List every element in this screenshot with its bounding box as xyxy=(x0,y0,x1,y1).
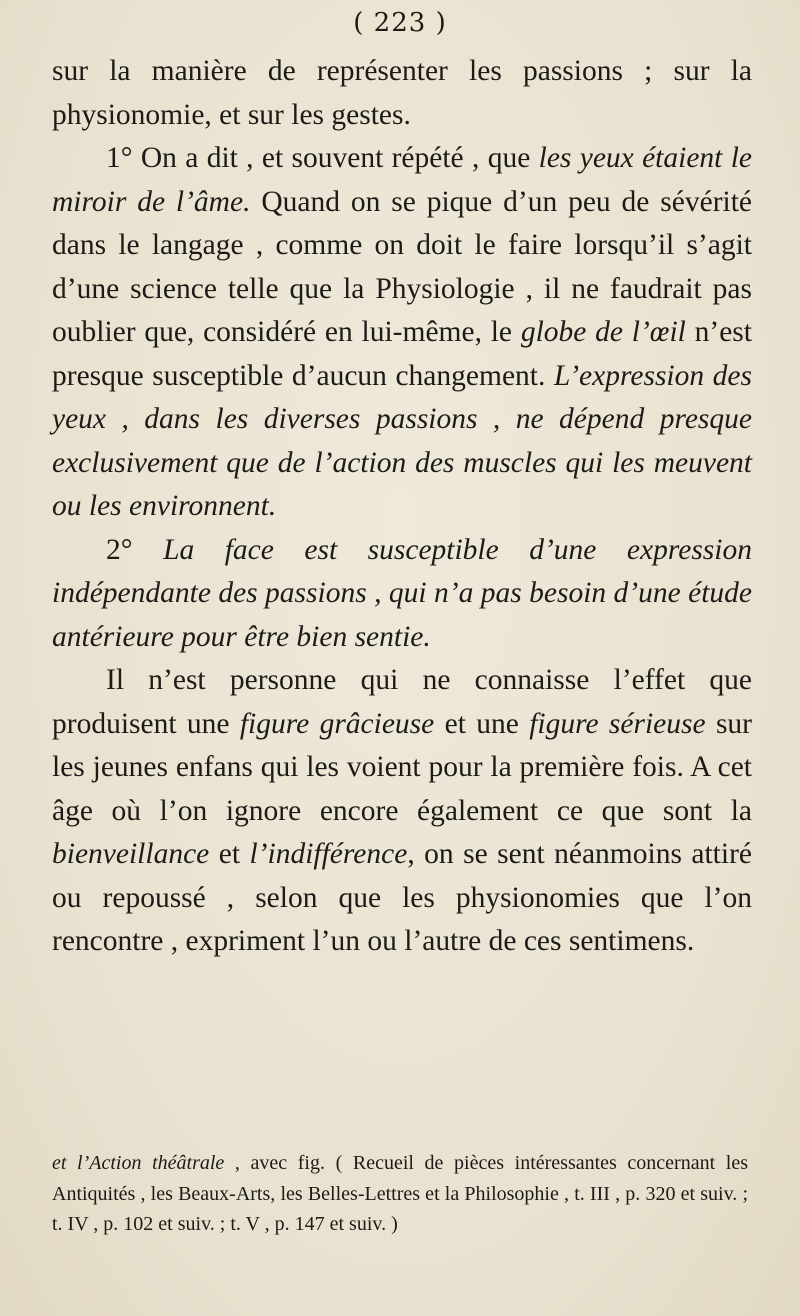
italic-run: L’expression des yeux , dans les diverses passions , ne dépend presque exclusivement que de l’action des muscles qui les meuvent ou les environnent. xyxy=(52,359,752,522)
text-run: 2° xyxy=(106,533,164,566)
text-run: et une xyxy=(434,707,530,740)
italic-run: bienveillance xyxy=(52,838,210,870)
text-run: sur les jeunes enfans qui les voient pour la première fois. A cet âge où l’on ignore encore également ce que sont la xyxy=(52,707,752,827)
text-run: Quand on se pique d’un peu de sévérité dans le langage , comme on doit le faire lorsqu’il s’agit d’une science telle que la Physiologie , il ne faudrait pas oublier que, considéré en lui-même, le xyxy=(52,185,753,348)
italic-run: l’indifférence xyxy=(249,838,408,870)
paragraph-face xyxy=(52,529,752,660)
italic-run: figure grâcieuse xyxy=(239,707,435,740)
paragraph-continuation xyxy=(52,50,752,137)
text-run: , on se sent néanmoins attiré ou repoussé , selon que les physionomies que l’on rencontre , expriment l’un ou l’autre de ces sentimens. xyxy=(52,838,752,957)
footnote xyxy=(52,1148,748,1240)
paragraph-eyes xyxy=(52,137,752,529)
italic-run: les yeux étaient le miroir de l’âme. xyxy=(52,142,752,218)
page-number: ( 223 ) xyxy=(353,8,447,38)
text-run: , avec fig. ( Recueil de pièces intéressantes concernant les Antiquités , les Beaux-Arts, les Belles-Lettres et la Philosophie , t. III , p. 320 et suiv. ; t. IV , p. 102 et suiv. ; t. V , p. 147 et suiv. ) xyxy=(52,1152,748,1235)
main-text xyxy=(52,50,752,964)
text-run: n’est presque susceptible d’aucun changement. xyxy=(52,316,752,392)
italic-run: La face est susceptible d’une expression indépendante des passions , qui n’a pas besoin d’une étude antérieure pour être bien sentie. xyxy=(52,533,752,653)
italic-run: globe de l’œil xyxy=(520,316,686,348)
italic-run: et l’Action théâtrale xyxy=(52,1152,225,1174)
italic-run: figure sérieuse xyxy=(529,707,706,740)
text-run: et xyxy=(209,838,250,870)
footnote-text xyxy=(52,1148,748,1240)
text-run: Il n’est personne qui ne connaisse l’effet que produisent une xyxy=(52,664,752,740)
paragraph-text: sur la manière de représenter les passions ; sur la physionomie, et sur les gestes. xyxy=(52,55,752,131)
paragraph-children xyxy=(52,659,752,964)
text-run: 1° On a dit , et souvent répété , que xyxy=(106,142,539,174)
